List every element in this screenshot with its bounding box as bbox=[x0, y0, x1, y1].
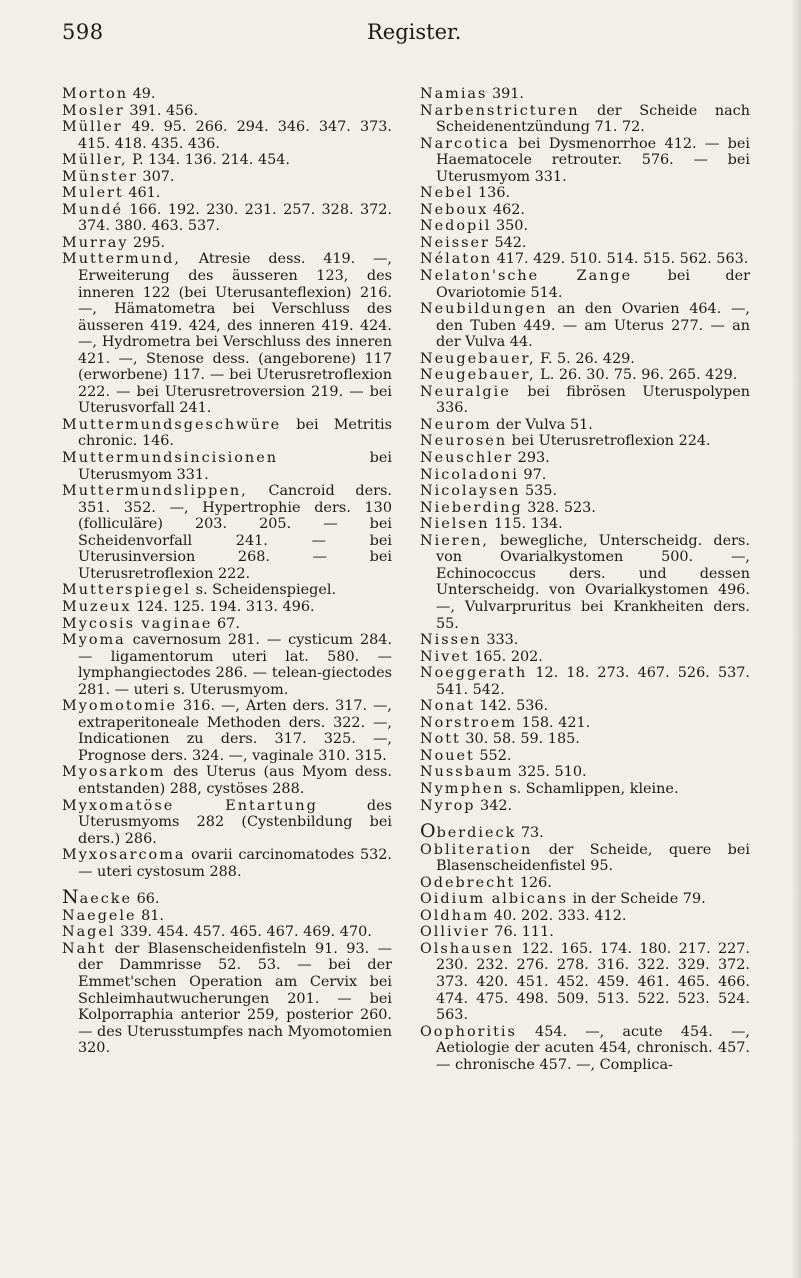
index-references: P. 134. 136. 214. 454. bbox=[127, 152, 290, 169]
index-entry bbox=[420, 268, 750, 301]
index-term: Mulert bbox=[62, 185, 124, 202]
index-term: Nebel bbox=[420, 185, 474, 202]
index-entry bbox=[420, 908, 750, 925]
index-term: Oidium albicans bbox=[420, 891, 568, 908]
index-term: Nagel bbox=[62, 924, 116, 941]
index-references: des Uterus (aus Myom dess. entstanden) 288, cystöses 288. bbox=[78, 764, 392, 797]
index-term: Mosler bbox=[62, 102, 125, 119]
index-entry bbox=[62, 152, 392, 169]
index-references: 307. bbox=[137, 168, 175, 185]
index-entry bbox=[62, 632, 392, 698]
index-references: 461. bbox=[123, 185, 161, 202]
index-references: 542. bbox=[489, 234, 527, 251]
index-term: Noeggerath bbox=[420, 665, 528, 682]
index-references: 293. bbox=[513, 450, 550, 467]
index-term: Naegele bbox=[62, 907, 137, 924]
index-references: 316. —, Arten ders. 317. —, extraperitoneale Methoden ders. 322. —, Indicationen zu ders. 317. 325. —, Prognose ders. 324. —, vaginale 310. 315. bbox=[78, 698, 392, 764]
index-references: der Scheide, quere bei Blasenscheidenfistel 95. bbox=[436, 841, 750, 875]
index-references: der Scheide nach Scheidenentzündung 71. 72. bbox=[436, 102, 750, 136]
index-entry bbox=[420, 941, 750, 1024]
index-entry bbox=[62, 483, 392, 582]
index-entry bbox=[420, 820, 750, 843]
index-term: Olshausen bbox=[420, 940, 515, 957]
index-term: Myoma bbox=[62, 632, 126, 649]
index-entry bbox=[62, 798, 392, 848]
index-references: 328. 523. bbox=[522, 499, 596, 516]
index-entry bbox=[420, 1024, 750, 1074]
index-references: 73. bbox=[516, 825, 544, 842]
index-references: 76. 111. bbox=[489, 924, 554, 941]
index-term: Nielsen bbox=[420, 516, 490, 533]
index-entry bbox=[420, 433, 750, 450]
index-term: Muttermundsgeschwüre bbox=[62, 416, 282, 433]
index-entry bbox=[420, 924, 750, 941]
index-references: 325. 510. bbox=[513, 764, 587, 781]
index-entry bbox=[420, 500, 750, 517]
index-term: Neuschler bbox=[420, 450, 514, 467]
index-references: 12. 18. 273. 467. 526. 537. 541. 542. bbox=[436, 665, 750, 698]
index-term: Nott bbox=[420, 731, 461, 748]
index-term: Naht bbox=[62, 940, 107, 957]
index-entry bbox=[420, 533, 750, 632]
index-entry bbox=[420, 715, 750, 732]
index-term: Münster bbox=[62, 168, 138, 185]
index-references: 295. bbox=[128, 234, 166, 251]
index-term: Nedopil bbox=[420, 218, 492, 235]
index-term: Nymphen bbox=[420, 780, 505, 797]
index-entry bbox=[420, 384, 750, 417]
index-term: Nieren, bbox=[420, 532, 489, 549]
index-entry bbox=[62, 103, 392, 120]
index-entry bbox=[420, 202, 750, 219]
index-references: 166. 192. 230. 231. 257. 328. 372. 374. 380. 463. 537. bbox=[78, 201, 392, 235]
index-references: an den Ovarien 464. —, den Tuben 449. — am Uterus 277. — an der Vulva 44. bbox=[436, 301, 750, 351]
index-references: 66. bbox=[132, 891, 160, 908]
index-references: bewegliche, Unterscheidg. ders. von Ovarialkystomen 500. —, Echinococcus ders. und dessen Unterscheidg. von Ovarialkystomen 496. —, Vulvarpruritus bei Krankheiten ders. 55. bbox=[436, 532, 750, 632]
index-references: der Blasenscheidenfisteln 91. 93. — der Dammrisse 52. 53. — bei der Emmet'schen Operation am Cervix bei Schleimhautwucherungen 201. — bei Kolporraphia anterior 259, posterior 260. — des Uterusstumpfes nach Myomotomien 320. bbox=[78, 940, 392, 1057]
index-entry bbox=[420, 516, 750, 533]
index-references: L. 26. 30. 75. 96. 265. 429. bbox=[535, 367, 738, 384]
index-term: Oberdieck bbox=[420, 820, 517, 843]
index-term: Namias bbox=[420, 86, 488, 102]
index-references: 165. 202. bbox=[469, 648, 543, 665]
page-number: 598 bbox=[62, 20, 104, 44]
index-term: Murray bbox=[62, 234, 129, 251]
index-entry bbox=[62, 202, 392, 235]
index-references: 136. bbox=[473, 185, 511, 202]
index-term: Neisser bbox=[420, 234, 490, 251]
index-references: 391. bbox=[487, 86, 525, 102]
index-entry bbox=[420, 891, 750, 908]
index-entry bbox=[420, 136, 750, 186]
index-term: Ollivier bbox=[420, 924, 490, 941]
index-references: 350. bbox=[491, 218, 529, 235]
index-references: bei fibrösen Uteruspolypen 336. bbox=[436, 383, 750, 417]
index-term: Naecke bbox=[62, 886, 133, 909]
index-entry bbox=[62, 251, 392, 416]
index-entry bbox=[62, 886, 392, 909]
index-entry bbox=[420, 351, 750, 368]
index-term: Myosarkom bbox=[62, 764, 166, 781]
index-references: 535. bbox=[520, 483, 558, 500]
index-term: Morton bbox=[62, 86, 128, 102]
index-entry bbox=[420, 781, 750, 798]
index-references: in der Scheide 79. bbox=[568, 891, 706, 908]
index-entry bbox=[62, 450, 392, 483]
index-references: der Vulva 51. bbox=[491, 416, 593, 433]
index-references: bei der Ovariotomie 514. bbox=[436, 268, 750, 301]
index-term: Nicoladoni bbox=[420, 466, 519, 483]
index-references: 339. 454. 457. 465. 467. 469. 470. bbox=[115, 924, 372, 941]
index-references: bei Uterusmyom 331. bbox=[78, 450, 392, 483]
index-entry bbox=[420, 235, 750, 252]
index-entry bbox=[420, 875, 750, 892]
index-term: Myxosarcoma bbox=[62, 847, 186, 864]
index-term: Oldham bbox=[420, 907, 490, 924]
index-entry bbox=[420, 483, 750, 500]
index-entry bbox=[62, 616, 392, 633]
index-term: Myxomatöse Entartung bbox=[62, 797, 318, 814]
index-term: Muttermundslippen, bbox=[62, 483, 248, 500]
index-term: Odebrecht bbox=[420, 874, 516, 891]
index-entry bbox=[62, 86, 392, 103]
index-entry bbox=[420, 632, 750, 649]
index-term: Neboux bbox=[420, 201, 489, 218]
index-term: Muttermund, bbox=[62, 251, 181, 268]
index-entry bbox=[420, 798, 750, 815]
index-term: Neuralgie bbox=[420, 383, 511, 400]
index-entry bbox=[420, 218, 750, 235]
page-edge-shadow bbox=[791, 0, 801, 1278]
index-term: Nivet bbox=[420, 648, 470, 665]
index-term: Nyrop bbox=[420, 797, 476, 814]
index-entry bbox=[420, 417, 750, 434]
index-references: bei Uterusretroflexion 224. bbox=[507, 433, 711, 450]
index-entry bbox=[62, 924, 392, 941]
index-references: cavernosum 281. — cysticum 284. — ligamentorum uteri lat. 580. — lymphangiectodes 286. — telean-giectodes 281. — uteri s. Uterusmyom. bbox=[78, 632, 392, 698]
index-term: Müller bbox=[62, 119, 123, 136]
index-references: Cancroid ders. 351. 352. —, Hypertrophie ders. 130 (folliculäre) 203. 205. — bei Scheidenvorfall 241. — bei Uterusinversion 268. — bei Uterusretroflexion 222. bbox=[78, 483, 392, 582]
index-entry bbox=[62, 599, 392, 616]
index-references: 158. 421. bbox=[517, 714, 591, 731]
index-references: 333. bbox=[481, 632, 519, 649]
index-term: Nouet bbox=[420, 747, 475, 764]
index-term: Neurom bbox=[420, 416, 492, 433]
index-references: 552. bbox=[474, 747, 512, 764]
index-references: F. 5. 26. 429. bbox=[535, 350, 635, 367]
index-references: 122. 165. 174. 180. 217. 227. 230. 232. 276. 278. 316. 322. 329. 372. 373. 420. 451. 452. 459. 461. 465. 466. 474. 475. 498. 509. 513. 522. 523. 524. 563. bbox=[436, 940, 750, 1024]
index-entry bbox=[420, 185, 750, 202]
index-term: Müller, bbox=[62, 152, 128, 169]
index-references: 30. 58. 59. 185. bbox=[460, 731, 580, 748]
index-references: 126. bbox=[515, 874, 552, 891]
index-references: 115. 134. bbox=[489, 516, 563, 533]
index-entry bbox=[62, 582, 392, 599]
index-entry bbox=[62, 908, 392, 925]
index-entry bbox=[62, 698, 392, 764]
index-references: 49. 95. 266. 294. 346. 347. 373. 415. 418. 435. 436. bbox=[78, 119, 392, 152]
page-header bbox=[62, 20, 771, 50]
index-term: Nelaton'sche Zange bbox=[420, 268, 633, 285]
index-references: 81. bbox=[136, 907, 165, 924]
index-term: Mycosis vaginae bbox=[62, 615, 213, 632]
index-term: Nieberding bbox=[420, 499, 523, 516]
index-term: Narbenstricturen bbox=[420, 102, 580, 119]
index-references: 391. 456. bbox=[124, 102, 199, 119]
index-references: bei Metritis chronic. 146. bbox=[78, 416, 392, 450]
index-entry bbox=[62, 941, 392, 1057]
index-entry bbox=[420, 665, 750, 698]
index-entry bbox=[420, 450, 750, 467]
index-term: Obliteration bbox=[420, 841, 533, 858]
index-term: Nicolaysen bbox=[420, 483, 521, 500]
index-entry bbox=[420, 103, 750, 136]
index-references: 454. —, acute 454. —, Aetiologie der acuten 454, chronisch. 457. — chronische 457. —, Complica- bbox=[436, 1023, 750, 1073]
index-column-left bbox=[62, 86, 392, 1057]
index-term: Muttermundsincisionen bbox=[62, 450, 278, 467]
index-references: 97. bbox=[518, 466, 547, 483]
index-references: bei Dysmenorrhoe 412. — bei Haematocele retrouter. 576. — bei Uterusmyom 331. bbox=[436, 135, 750, 185]
index-entry bbox=[62, 185, 392, 202]
index-entry bbox=[62, 417, 392, 450]
index-term: Neugebauer, bbox=[420, 367, 536, 384]
index-references: des Uterusmyoms 282 (Cystenbildung bei ders.) 286. bbox=[78, 797, 392, 847]
index-entry bbox=[62, 119, 392, 152]
index-references: 462. bbox=[488, 201, 525, 218]
index-column-right bbox=[420, 86, 750, 1073]
index-term: Neurosen bbox=[420, 433, 508, 450]
index-references: 67. bbox=[212, 615, 240, 632]
index-term: Muzeux bbox=[62, 598, 132, 615]
index-references: s. Scheidenspiegel. bbox=[191, 582, 337, 599]
index-references: 124. 125. 194. 313. 496. bbox=[131, 598, 315, 615]
index-entry bbox=[420, 698, 750, 715]
index-entry bbox=[420, 367, 750, 384]
index-references: s. Schamlippen, kleine. bbox=[504, 780, 679, 797]
page-title: Register. bbox=[367, 20, 462, 44]
index-entry bbox=[420, 764, 750, 781]
index-term: Oophoritis bbox=[420, 1023, 517, 1040]
index-entry bbox=[420, 86, 750, 103]
index-entry bbox=[420, 731, 750, 748]
index-term: Neubildungen bbox=[420, 301, 548, 318]
index-entry bbox=[420, 251, 750, 268]
index-references: Atresie dess. 419. —, Erweiterung des äusseren 123, des inneren 122 (bei Uterusanteflexion) 216. —, Hämatometra bei Verschluss des äusseren 419. 424, des inneren 419. 424. —, Hydrometra bei Verschluss des inneren 421. —, Stenose dess. (angeborene) 117 (erworbene) 117. — bei Uterusretroflexion 222. — bei Uterusretroversion 219. — bei Uterusvorfall 241. bbox=[78, 251, 392, 417]
index-entry bbox=[62, 847, 392, 880]
index-term: Neugebauer, bbox=[420, 350, 536, 367]
index-entry bbox=[420, 842, 750, 875]
index-term: Nussbaum bbox=[420, 764, 514, 781]
index-term: Mutterspiegel bbox=[62, 582, 192, 599]
index-term: Nonat bbox=[420, 698, 475, 715]
index-term: Nissen bbox=[420, 632, 482, 649]
index-term: Norstroem bbox=[420, 714, 518, 731]
index-references: 49. bbox=[128, 86, 156, 102]
index-entry bbox=[62, 764, 392, 797]
index-references: 342. bbox=[475, 797, 513, 814]
index-entry bbox=[420, 301, 750, 351]
index-entry bbox=[62, 169, 392, 186]
index-references: 142. 536. bbox=[474, 698, 549, 715]
index-term: Narcotica bbox=[420, 135, 510, 152]
index-references: 417. 429. 510. 514. 515. 562. 563. bbox=[492, 251, 749, 268]
index-entry bbox=[62, 235, 392, 252]
index-entry bbox=[420, 748, 750, 765]
index-term: Myomotomie bbox=[62, 698, 178, 715]
index-term: Nélaton bbox=[420, 251, 493, 268]
index-references: ovarii carcinomatodes 532. — uteri cystosum 288. bbox=[78, 847, 392, 880]
index-entry bbox=[420, 649, 750, 666]
index-references: 40. 202. 333. 412. bbox=[489, 907, 627, 924]
index-entry bbox=[420, 467, 750, 484]
index-term: Mundé bbox=[62, 201, 123, 218]
